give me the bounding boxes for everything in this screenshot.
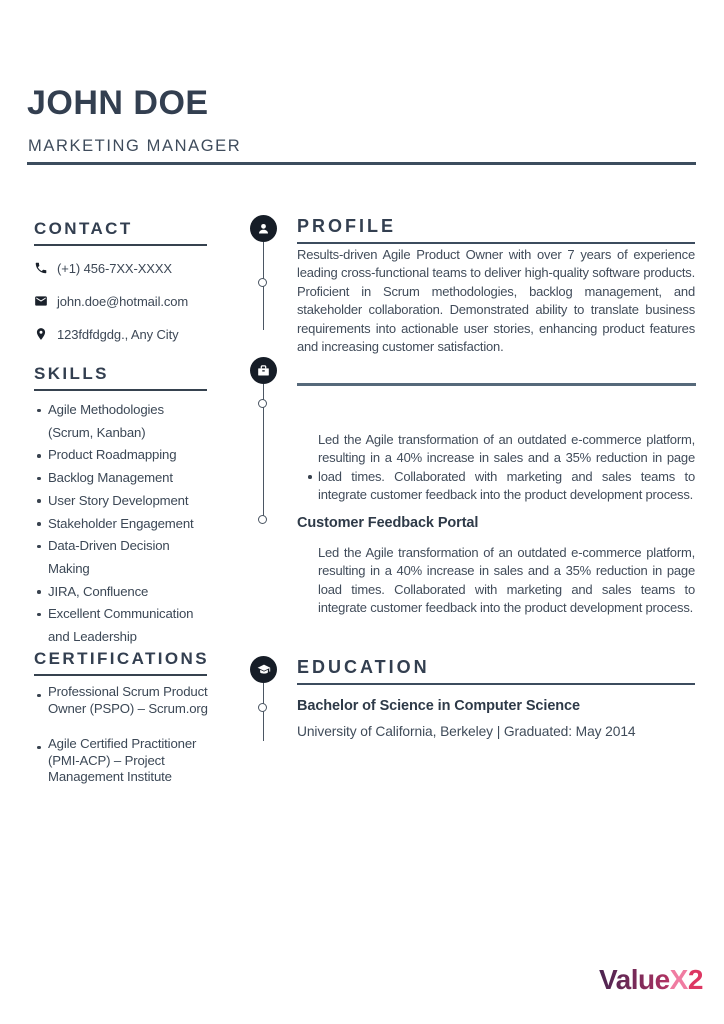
profile-heading: PROFILE — [297, 216, 397, 236]
skill-item: Data-Driven Decision Making — [34, 535, 212, 580]
contact-row-email — [34, 291, 212, 311]
education-section — [297, 657, 695, 739]
skill-item: Excellent Communication and Leadership — [34, 603, 212, 648]
timeline-node — [258, 278, 267, 287]
experience-badge — [250, 357, 277, 384]
skill-item: Agile Methodologies (Scrum, Kanban) — [34, 399, 212, 444]
contact-row-address — [34, 324, 212, 344]
skill-item: Backlog Management — [34, 467, 212, 490]
valuex2-logo — [599, 964, 703, 996]
contact-heading-rule — [34, 244, 207, 246]
logo-text-2: 2 — [687, 964, 703, 995]
skill-item: User Story Development — [34, 490, 212, 513]
profile-section — [297, 216, 695, 356]
profile-heading-rule — [297, 242, 695, 244]
experience-item-text: Led the Agile transformation of an outdated e-commerce platform, resulting in a 40% increase in sales and a 35% reduction in page load times. Collaborated with marketing and sales teams to integrate customer feedback into the product development process. — [318, 432, 695, 503]
skill-item: JIRA, Confluence — [34, 581, 212, 604]
certifications-heading-rule — [34, 674, 207, 676]
contact-list — [34, 258, 212, 344]
education-school-line: University of California, Berkeley | Graduated: May 2014 — [297, 724, 636, 739]
profile-text: Results-driven Agile Product Owner with over 7 years of experience leading cross-functional teams to deliver high-quality software products. Proficient in Scrum methodologies, backlog management, and stakeholder collaboration. Demonstrated ability to translate business requirements into actionable user stories, enhancing product features and increasing customer satisfaction. — [297, 247, 695, 355]
briefcase-icon — [256, 363, 271, 378]
certification-item: Professional Scrum Product Owner (PSPO) – Scrum.org — [34, 684, 212, 717]
timeline-node — [258, 515, 267, 524]
email-icon — [34, 294, 48, 308]
experience-project-title: Customer Feedback Portal — [297, 515, 479, 531]
contact-heading: CONTACT — [34, 219, 133, 238]
contact-section — [34, 219, 212, 357]
timeline-node — [258, 703, 267, 712]
skills-section — [34, 364, 212, 649]
skills-heading-rule — [34, 389, 207, 391]
header-divider — [27, 162, 696, 165]
person-job-title: MARKETING MANAGER — [28, 137, 242, 155]
contact-email-value: john.doe@hotmail.com — [57, 293, 189, 309]
skill-item: Stakeholder Engagement — [34, 513, 212, 536]
certifications-list — [34, 684, 212, 786]
contact-address-value: 123fdfdgdg., Any City — [57, 326, 179, 342]
certifications-heading: CERTIFICATIONS — [34, 649, 209, 668]
profile-badge — [250, 215, 277, 242]
timeline-node — [258, 399, 267, 408]
certifications-section — [34, 649, 212, 805]
person-name: JOHN DOE — [27, 84, 209, 122]
profile-person-icon — [256, 221, 271, 236]
skills-list — [34, 399, 212, 649]
phone-icon — [34, 261, 48, 275]
location-icon — [34, 327, 48, 341]
logo-text-value: Value — [599, 964, 670, 995]
contact-phone-value: (+1) 456-7XX-XXXX — [57, 260, 172, 276]
skill-item: Product Roadmapping — [34, 444, 212, 467]
timeline-line-education — [263, 683, 265, 741]
experience-heading-rule — [297, 383, 696, 386]
certification-item: Agile Certified Practitioner (PMI-ACP) – Project Management Institute — [34, 736, 212, 786]
education-heading-rule — [297, 683, 695, 685]
graduation-cap-icon — [256, 662, 272, 678]
skills-heading: SKILLS — [34, 364, 109, 383]
experience-item-bullet — [308, 475, 312, 479]
education-degree: Bachelor of Science in Computer Science — [297, 698, 580, 714]
experience-item-text: Led the Agile transformation of an outdated e-commerce platform, resulting in a 40% increase in sales and a 35% reduction in page load times. Collaborated with marketing and sales teams to integrate customer feedback into the product development process. — [318, 545, 695, 616]
education-badge — [250, 656, 277, 683]
contact-row-phone — [34, 258, 212, 278]
logo-text-x: X — [669, 964, 688, 995]
education-heading: EDUCATION — [297, 657, 430, 677]
